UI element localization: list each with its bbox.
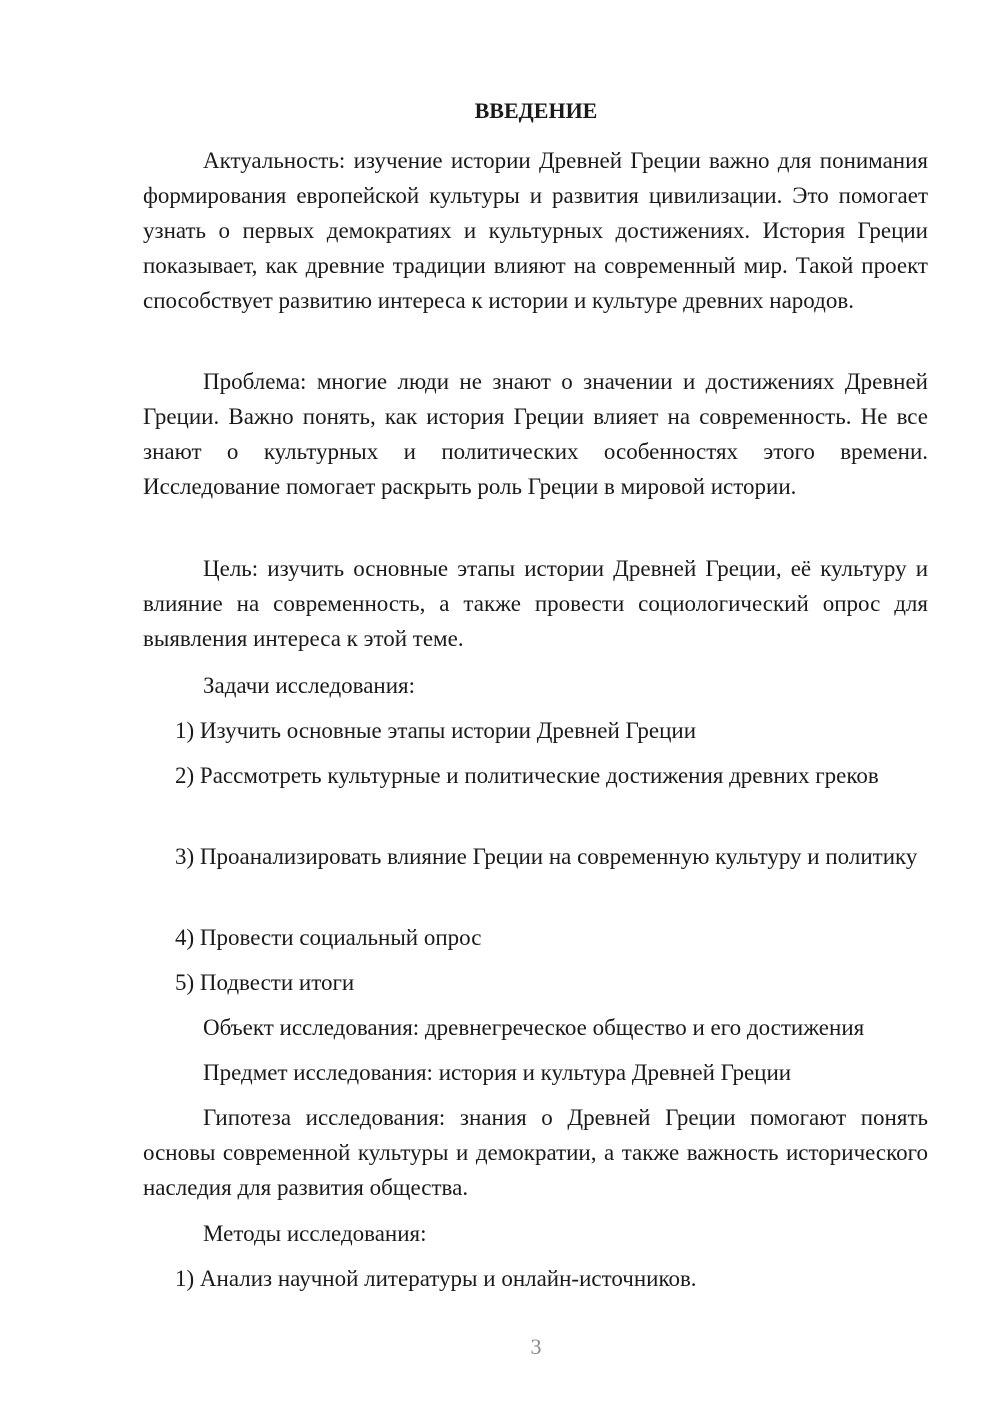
methods-heading: Методы исследования:: [203, 1221, 427, 1246]
relevance-paragraph: Актуальность: изучение истории Древней Греции важно для понимания формирования европейской культуры и развития цивилизации. Это помогает узнать о первых демократиях и культурных достижениях. История Греции показывает, как древние традиции влияют на современный мир. Такой проект способствует развитию интереса к истории и культуре древних народов.: [143, 148, 928, 313]
task-item: 2) Рассмотреть культурные и политические достижения древних греков: [175, 763, 879, 788]
task-item: 3) Проанализировать влияние Греции на современную культуру и политику: [175, 844, 918, 869]
task-item: 4) Провести социальный опрос: [175, 925, 482, 950]
task-item: 5) Подвести итоги: [175, 970, 355, 995]
tasks-heading: Задачи исследования:: [203, 673, 416, 698]
method-item: 1) Анализ научной литературы и онлайн-источников.: [175, 1266, 697, 1291]
task-item: 1) Изучить основные этапы истории Древней Греции: [175, 718, 697, 743]
hypothesis-paragraph: Гипотеза исследования: знания о Древней Греции помогают понять основы современной культуры и демократии, а также важность исторического наследия для развития общества.: [143, 1105, 928, 1200]
page-title: ВВЕДЕНИЕ: [474, 98, 598, 123]
problem-paragraph: Проблема: многие люди не знают о значении и достижениях Древней Греции. Важно понять, как история Греции влияет на современность. Не все знают о культурных и политических особенностях этого времени. Исследование помогает раскрыть роль Греции в мировой истории.: [143, 369, 928, 499]
goal-paragraph: Цель: изучить основные этапы истории Древней Греции, её культуру и влияние на современность, а также провести социологический опрос для выявления интереса к этой теме.: [143, 556, 928, 651]
subject-paragraph: Предмет исследования: история и культура Древней Греции: [203, 1060, 792, 1085]
page-number: 3: [530, 1334, 542, 1359]
object-paragraph: Объект исследования: древнегреческое общество и его достижения: [203, 1015, 865, 1040]
